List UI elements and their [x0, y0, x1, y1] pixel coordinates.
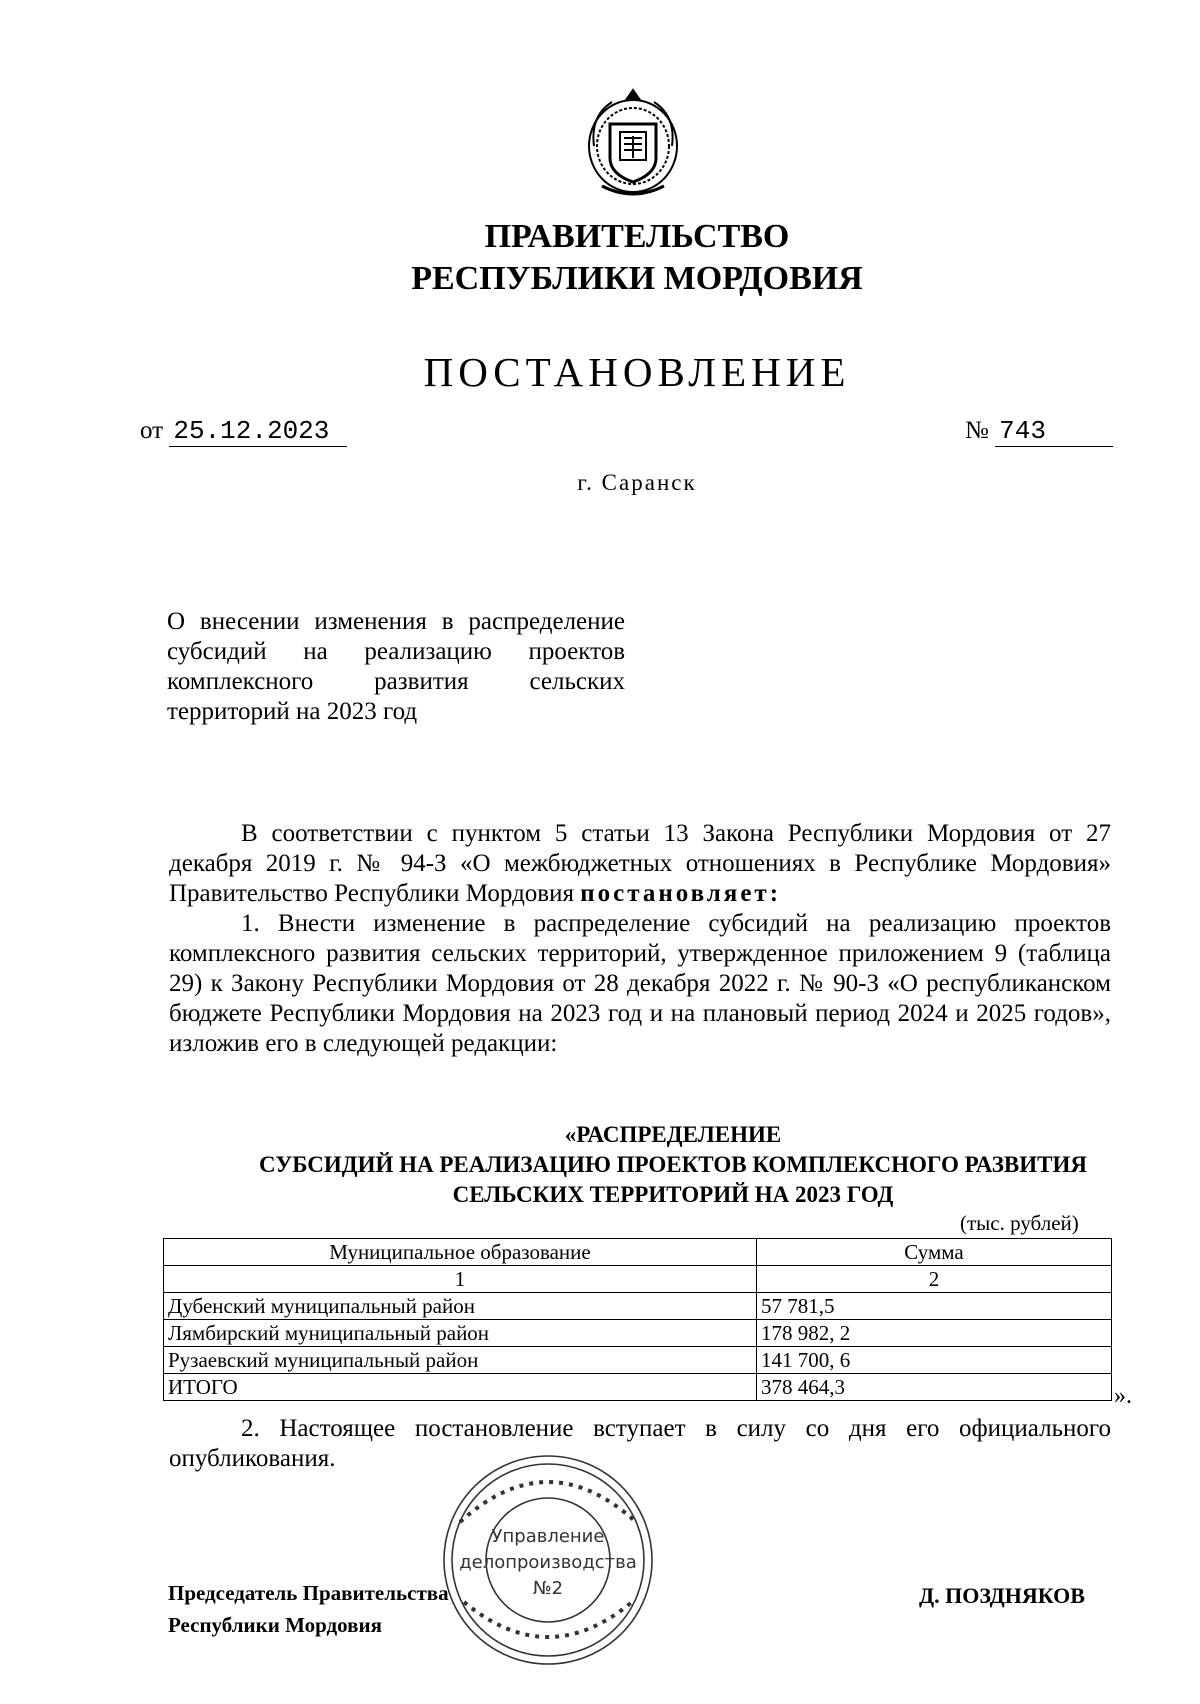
table-total-row	[164, 1374, 1112, 1401]
table-title-line3: СЕЛЬСКИХ ТЕРРИТОРИЙ НА 2023 ГОД	[452, 1182, 894, 1207]
clause-2-paragraph: 2. Настоящее постановление вступает в силу со дня его официального опубликования.	[169, 1415, 1111, 1472]
sum-cell: 141 700, 6	[757, 1347, 1112, 1374]
number-prefix: №	[965, 417, 989, 444]
signatory-position-line1: Председатель Правительства	[168, 1581, 449, 1605]
government-name-line2: РЕСПУБЛИКИ МОРДОВИЯ	[411, 260, 863, 297]
government-name-line1: ПРАВИТЕЛЬСТВО	[484, 218, 790, 255]
document-type-title: ПОСТАНОВЛЕНИЕ	[423, 349, 851, 395]
city-name: г. Саранск	[577, 470, 697, 495]
coat-of-arms-emblem	[582, 86, 684, 204]
preamble-text: В соответствии с пунктом 5 статьи 13 Закона Республики Мордовия от 27 декабря 2019 г. № 94-З «О межбюджетных отношениях в Республике Мордовия» Правительство Республики Мордовия	[169, 820, 1111, 907]
table-title-line1: «РАСПРЕДЕЛЕНИЕ	[564, 1122, 782, 1147]
table-column-number-row	[164, 1266, 1112, 1293]
stamp-line-2: делопроизводства	[459, 1552, 637, 1573]
table-row	[164, 1347, 1112, 1374]
stamp-line-1: Управление	[491, 1526, 605, 1547]
office-stamp	[440, 1452, 656, 1668]
signatory-name: Д. ПОЗДНЯКОВ	[919, 1583, 1085, 1608]
column-number-1: 1	[164, 1266, 757, 1293]
number-line	[965, 416, 1113, 447]
municipality-cell: Рузаевский муниципальный район	[164, 1347, 757, 1374]
document-number: 743	[995, 416, 1113, 447]
table-units: (тыс. рублей)	[960, 1211, 1079, 1235]
clause-1-paragraph: 1. Внести изменение в распределение субсидий на реализацию проектов комплексного развития сельских территорий, утвержденное приложением 9 (таблица 29) к Закону Республики Мордовия от 28 декабря 2022 г. № 90-З «О республиканском бюджете Республики Мордовия на 2023 год и на плановый период 2024 и 2025 годов», изложив его в следующей редакции:	[169, 910, 1111, 1057]
document-subject: О внесении изменения в распределение субсидий на реализацию проектов комплексного развития сельских территорий на 2023 год	[167, 608, 625, 725]
table-title-line2: СУБСИДИЙ НА РЕАЛИЗАЦИЮ ПРОЕКТОВ КОМПЛЕКСНОГО РАЗВИТИЯ	[259, 1152, 1087, 1177]
table-closing-quote: ».	[1114, 1383, 1132, 1409]
table-row	[164, 1293, 1112, 1320]
municipality-cell: Лямбирский муниципальный район	[164, 1320, 757, 1347]
header-municipality: Муниципальное образование	[164, 1239, 757, 1266]
document-date: 25.12.2023	[169, 416, 347, 447]
sum-cell: 178 982, 2	[757, 1320, 1112, 1347]
column-number-2: 2	[757, 1266, 1112, 1293]
total-sum-cell: 378 464,3	[757, 1374, 1112, 1401]
date-prefix: от	[140, 417, 164, 444]
decree-keyword: постановляет:	[580, 880, 782, 907]
signatory-position-line2: Республики Мордовия	[168, 1613, 382, 1637]
table-header-row	[164, 1239, 1112, 1266]
sum-cell: 57 781,5	[757, 1293, 1112, 1320]
municipality-cell: Дубенский муниципальный район	[164, 1293, 757, 1320]
signatory-position	[168, 1577, 449, 1641]
header-sum: Сумма	[757, 1239, 1112, 1266]
subsidy-distribution-table	[163, 1238, 1112, 1401]
table-row	[164, 1320, 1112, 1347]
total-label-cell: ИТОГО	[164, 1374, 757, 1401]
stamp-line-3: №2	[532, 1578, 564, 1599]
preamble-paragraph	[169, 819, 1111, 909]
date-line	[140, 416, 347, 447]
